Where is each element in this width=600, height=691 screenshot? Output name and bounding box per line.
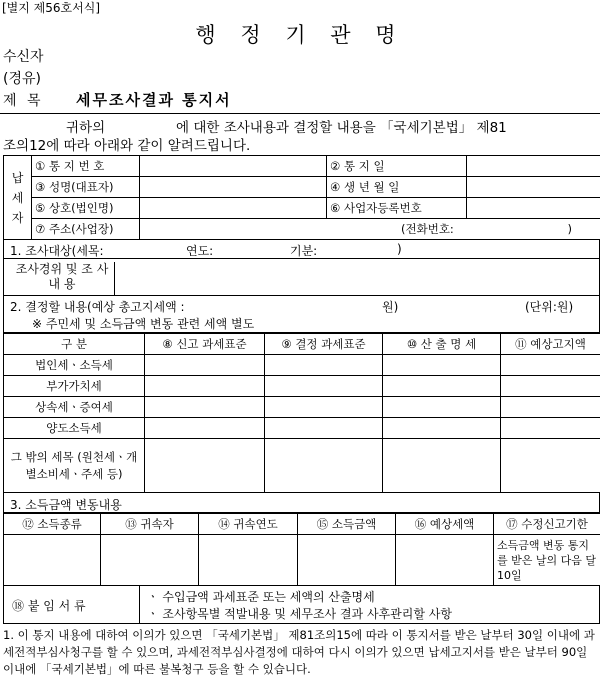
table-cell[interactable]: [199, 535, 298, 586]
income-deadline-value: 소득금액 변동 통지를 받은 날의 다음 달 10일: [494, 535, 600, 586]
row-label-other-taxes: 그 밖의 세목 (원천세ㆍ개별소비세ㆍ주세 등): [4, 439, 145, 493]
row-label-transfer-income-tax: 양도소득세: [4, 418, 145, 439]
table-cell[interactable]: [145, 376, 265, 397]
attachments-label-cell: [4, 586, 140, 623]
field-notice-number-value[interactable]: [140, 156, 327, 177]
field-notice-number-label: ① 통 지 번 호: [32, 156, 140, 177]
field-notice-date-label: ② 통 지 일: [327, 156, 467, 177]
field-bizreg-label: ⑥ 사업자등록번호: [327, 198, 467, 219]
subject-title: 세무조사결과 통지서: [76, 91, 232, 109]
table-row: [4, 439, 600, 493]
row-label-vat: 부가가치세: [4, 376, 145, 397]
income-col-type: ⑫ 소득종류: [4, 514, 101, 535]
table-row: [4, 376, 600, 397]
table-cell[interactable]: [383, 439, 501, 493]
subject-divider: [0, 113, 600, 114]
recipient-label: 수신자: [3, 49, 44, 65]
income-col-year: ⑭ 귀속연도: [199, 514, 298, 535]
decision-col-category: 구 분: [4, 334, 145, 355]
subject-label: 제 목: [3, 93, 44, 109]
table-cell[interactable]: [396, 535, 494, 586]
section1-label: 1. 조사대상(세목:: [10, 244, 104, 258]
table-cell[interactable]: [383, 376, 501, 397]
table-cell[interactable]: [501, 355, 600, 376]
decision-col-decided-base: ⑨ 결정 과세표준: [265, 334, 383, 355]
attachment-item: ㆍ 수입금액 과세표준 또는 세액의 산출명세: [147, 590, 375, 604]
section1-row: [3, 239, 600, 259]
field-name-label: ③ 성명(대표자): [32, 177, 140, 198]
income-col-recipient: ⑬ 귀속자: [101, 514, 199, 535]
attachments-row: [3, 586, 600, 624]
field-notice-date-value[interactable]: [467, 156, 600, 177]
table-cell[interactable]: [4, 535, 101, 586]
table-row: [4, 397, 600, 418]
table-cell[interactable]: [265, 418, 383, 439]
footer-note: 1. 이 통지 내용에 대하여 이의가 있으면 「국세기본법」 제81조의15에 따라 이 통지서를 받은 날부터 30일 이내에 과세전적부심사청구를 할 수 있으며, 과세전적부심사결정에 대하여 다시 이의가 있으면 납세고지서를 받은 날부터 90일 이내에 「국세기본법」에 따른 불복청구 등을 할 수 있습니다.: [3, 628, 595, 676]
section3-header: [3, 493, 600, 513]
field-company-value[interactable]: [140, 198, 327, 219]
income-col-deadline: ⑰ 수정신고기한: [494, 514, 600, 535]
income-col-amount: ⑮ 소득금액: [298, 514, 396, 535]
form-number: [별지 제56호서식]: [2, 1, 100, 15]
section2-note: ※ 주민세 및 소득금액 변동 관련 세액 별도: [32, 317, 255, 331]
table-cell[interactable]: [145, 355, 265, 376]
phone-close: ): [567, 221, 572, 236]
section2-won: 원): [382, 300, 399, 314]
field-bizreg-value[interactable]: [467, 198, 600, 219]
income-col-expected-tax: ⑯ 예상세액: [396, 514, 494, 535]
taxpayer-label: 납세자: [4, 156, 32, 240]
field-company-label: ⑤ 상호(법인명): [32, 198, 140, 219]
field-birthdate-label: ④ 생 년 월 일: [327, 177, 467, 198]
section1-sub-label: 조사경위 및 조 사 내 용: [10, 262, 115, 296]
row-label-inheritance-gift-tax: 상속세ㆍ증여세: [4, 397, 145, 418]
table-cell[interactable]: [265, 397, 383, 418]
section1-detail-row: [3, 259, 600, 296]
field-address-label: ⑦ 주소(사업장): [32, 219, 140, 240]
table-row: [4, 355, 600, 376]
field-name-value[interactable]: [140, 177, 327, 198]
attachments-label: ⑱ 붙 임 서 류: [12, 599, 86, 613]
attachment-item: ㆍ 조사항목별 적발내용 및 세무조사 결과 사후관리할 사항: [147, 607, 452, 621]
section1-close: ): [397, 242, 402, 256]
agency-title: 행 정 기 관 명: [195, 23, 405, 47]
section3-label: 3. 소득금액 변동내용: [10, 498, 122, 512]
decision-col-expected-tax: ⑪ 예상고지액: [501, 334, 600, 355]
intro-line2: 조의12에 따라 아래와 같이 알려드립니다.: [3, 138, 251, 154]
table-row: [4, 418, 600, 439]
table-cell[interactable]: [265, 439, 383, 493]
table-cell[interactable]: [145, 397, 265, 418]
table-cell[interactable]: [145, 418, 265, 439]
income-change-table: [3, 513, 600, 586]
field-address-value[interactable]: [140, 219, 600, 240]
field-birthdate-value[interactable]: [467, 177, 600, 198]
decision-col-calculation: ⑩ 산 출 명 세: [383, 334, 501, 355]
table-row: [4, 535, 600, 586]
table-cell[interactable]: [501, 439, 600, 493]
table-cell[interactable]: [101, 535, 199, 586]
table-cell[interactable]: [265, 355, 383, 376]
table-cell[interactable]: [383, 418, 501, 439]
table-cell[interactable]: [383, 397, 501, 418]
table-cell[interactable]: [145, 439, 265, 493]
phone-label: (전화번호:: [401, 221, 454, 236]
decision-col-reported-base: ⑧ 신고 과세표준: [145, 334, 265, 355]
section2-label: 2. 결정할 내용(예상 총고지세액 :: [10, 300, 185, 314]
table-cell[interactable]: [501, 397, 600, 418]
via-label: (경유): [3, 71, 41, 87]
intro-line1-a: 귀하의: [66, 120, 106, 136]
table-cell[interactable]: [265, 376, 383, 397]
table-cell[interactable]: [501, 376, 600, 397]
decision-table: [3, 333, 600, 493]
intro-line1-b: 에 대한 조사내용과 결정할 내용을 「국세기본법」 제81: [176, 120, 507, 136]
section2-header: [3, 296, 600, 333]
table-cell[interactable]: [383, 355, 501, 376]
section1-period: 기분:: [290, 244, 318, 258]
taxpayer-table: [3, 155, 600, 240]
decision-table-header: [4, 334, 600, 355]
table-cell[interactable]: [298, 535, 396, 586]
table-cell[interactable]: [501, 418, 600, 439]
row-label-corporate-income-tax: 법인세ㆍ소득세: [4, 355, 145, 376]
section2-unit: (단위:원): [525, 300, 574, 314]
section1-year: 연도:: [186, 244, 214, 258]
